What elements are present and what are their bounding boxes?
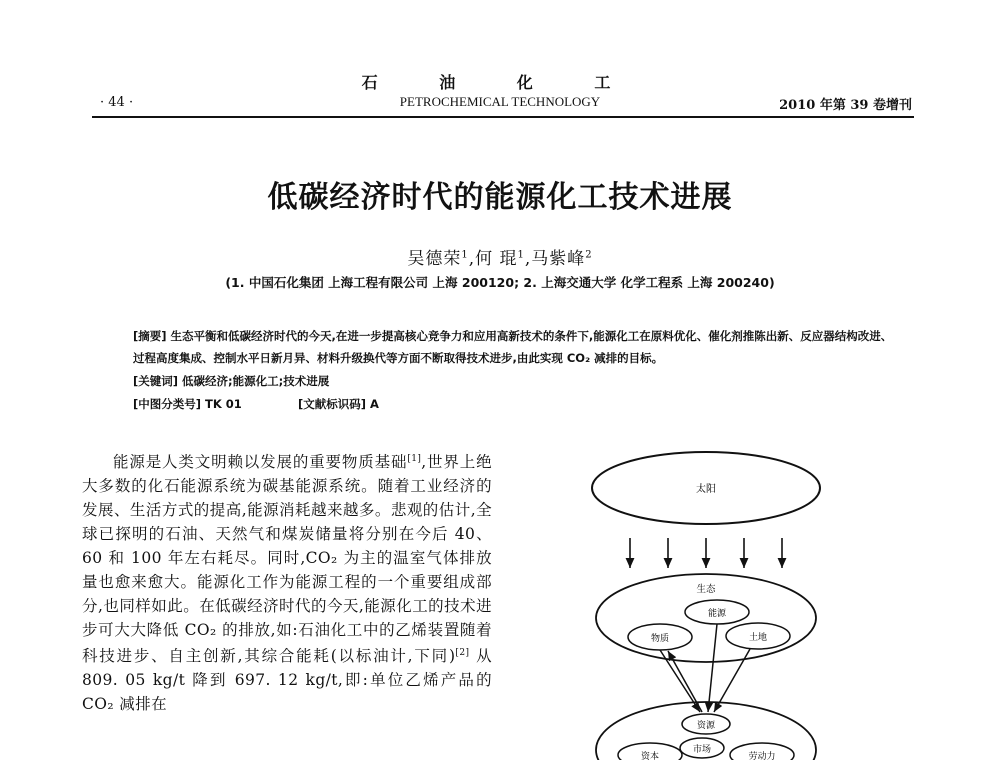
label-matter: 物质	[650, 634, 670, 644]
keywords	[133, 373, 329, 389]
journal-title-cn: 石 油 化 工	[361, 73, 639, 92]
keywords-text: 低碳经济;能源化工;技术进展	[182, 374, 330, 388]
keywords-label: [关键词]	[133, 374, 179, 388]
class-value: TK 01	[205, 397, 242, 411]
energy-diagram	[590, 450, 830, 760]
label-land: 土地	[748, 633, 768, 643]
body-text	[82, 448, 492, 717]
author-line: 吴德荣$^1$,何 琨$^1$,马紫峰$^2$	[407, 249, 593, 269]
body-text-start: 能源是人类文明赖以发展的重要物质基础	[113, 453, 408, 472]
arrow-energy-resource	[708, 624, 717, 712]
label-sun: 太阳	[696, 484, 716, 495]
doc-value: A	[370, 397, 379, 411]
abstract-label: [摘要]	[133, 329, 167, 343]
page-number: · 44 ·	[100, 95, 134, 110]
author-name: 吴德荣	[407, 249, 462, 269]
reference-2[interactable]: [2]	[455, 648, 470, 659]
label-market: 市场	[692, 745, 712, 755]
journal-title-en: PETROCHEMICAL TECHNOLOGY	[399, 94, 601, 109]
author-aff: 1	[517, 249, 525, 261]
reference-1[interactable]: [1]	[407, 454, 422, 464]
label-energy: 能源	[707, 609, 727, 619]
body-text-mid: ,世界上绝大多数的化石能源系统为碳基能源系统。随着工业经济的发展、生活方式的提高,能源消耗越来越多。悲观的估计,全球已探明的石油、天然气和煤炭储量将分别在今后 40、60 和 100 年左右耗尽。同时,CO₂ 为主的温室气体排放量也愈来愈大。能源化工作为能源工程的一个重要组成部分,也同样如此。在低碳经济时代的今天,能源化工的技术进步可大大降低 CO₂ 的排放,如:石油化工中的乙烯装置随着科技进步、自主创新,其综合能耗(以标油计,下同)	[82, 453, 492, 666]
author-aff: 2	[585, 249, 593, 261]
affiliations: (1. 中国石化集团 上海工程有限公司 上海 200120; 2. 上海交通大学 化学工程系 上海 200240)	[225, 275, 775, 290]
abstract	[133, 325, 903, 369]
body-paragraph	[82, 448, 492, 717]
class-label: [中图分类号]	[133, 397, 202, 411]
abstract-text: 生态平衡和低碳经济时代的今天,在进一步提高核心竞争力和应用高新技术的条件下,能源化工在原料优化、催化剂推陈出新、反应器结构改进、过程高度集成、控制水平日新月异、材料升级换代等方面不断取得技术进步,由此实现 CO₂ 减排的目标。	[133, 329, 893, 365]
sunlight-arrows	[630, 538, 782, 568]
label-capital: 资本	[640, 752, 660, 760]
issue-info: 2010 年第 39 卷增刊	[779, 98, 912, 113]
classification	[133, 396, 242, 412]
label-resource: 资源	[696, 721, 716, 731]
author-aff: 1	[461, 249, 469, 261]
document-code	[298, 396, 379, 412]
label-labor: 劳动力	[748, 752, 776, 760]
doc-label: [文献标识码]	[298, 397, 367, 411]
label-ecology: 生态	[696, 584, 716, 595]
article-title: 低碳经济时代的能源化工技术进展	[267, 180, 733, 215]
header-rule	[92, 116, 914, 118]
author-name: 何 琨	[475, 249, 518, 269]
author-name: 马紫峰	[531, 249, 586, 269]
body-text-end: 从 809. 05 kg/t 降到 697. 12 kg/t,即:单位乙烯产品的 CO₂ 减排在	[82, 647, 492, 714]
